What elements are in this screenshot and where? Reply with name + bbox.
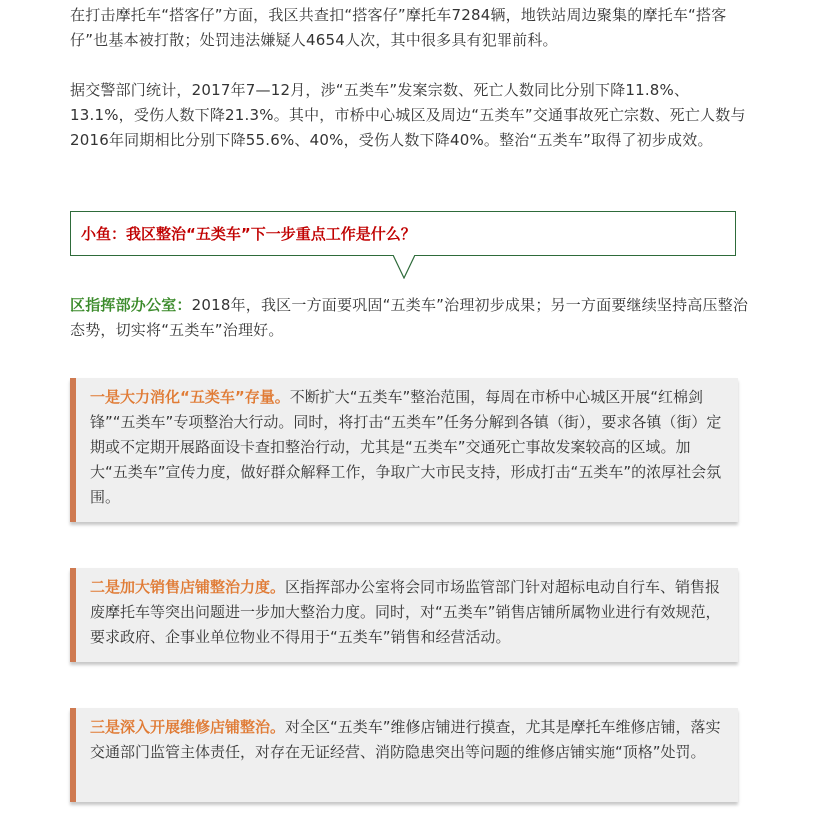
question-box (70, 211, 736, 256)
intro-paragraph-2: 据交警部门统计，2017年7—12月，涉“五类车”发案宗数、死亡人数同比分别下降11.8%、13.1%，受伤人数下降21.3%。其中，市桥中心城区及周边“五类车”交通事故死亡宗数、死亡人数与2016年同期相比分别下降55.6%、40%，受伤人数下降40%。整治“五类车”取得了初步成效。 (70, 81, 746, 149)
point-callout-3 (70, 708, 738, 802)
answer-speaker: 区指挥部办公室： (70, 296, 192, 314)
answer-text: 2018年，我区一方面要巩固“五类车”治理初步成果；另一方面要继续坚持高压整治态势，切实将“五类车”治理好。 (70, 296, 749, 339)
point-callout-2 (70, 568, 738, 662)
speech-tail-icon (393, 255, 415, 279)
point-lead: 二是加大销售店铺整治力度。 (90, 578, 286, 596)
point-lead: 一是大力消化“五类车”存量。 (90, 388, 290, 406)
point-body: 对全区“五类车”维修店铺进行摸查，尤其是摩托车维修店铺，落实交通部门监管主体责任，对存在无证经营、消防隐患突出等问题的维修店铺实施“顶格”处罚。 (90, 718, 721, 761)
point-lead: 三是深入开展维修店铺整治。 (90, 718, 286, 736)
point-body: 不断扩大“五类车”整治范围，每周在市桥中心城区开展“红棉剑锋”“五类车”专项整治大行动。同时，将打击“五类车”任务分解到各镇（街），要求各镇（街）定期或不定期开展路面设卡查扣整治行动，尤其是“五类车”交通死亡事故发案较高的区域。加大“五类车”宣传力度，做好群众解释工作，争取广大市民支持，形成打击“五类车”的浓厚社会氛围。 (90, 388, 722, 506)
point-callout-1 (70, 378, 738, 522)
intro-paragraph-1: 在打击摩托车“搭客仔”方面，我区共查扣“搭客仔”摩托车7284辆，地铁站周边聚集的摩托车“搭客仔”也基本被打散；处罚违法嫌疑人4654人次，其中很多具有犯罪前科。 (70, 6, 727, 49)
point-body: 区指挥部办公室将会同市场监管部门针对超标电动自行车、销售报废摩托车等突出问题进一步加大整治力度。同时，对“五类车”销售店铺所属物业进行有效规范，要求政府、企事业单位物业不得用于“五类车”销售和经营活动。 (90, 578, 721, 646)
answer-paragraph (70, 293, 750, 343)
question-text: 小鱼：我区整治“五类车”下一步重点工作是什么？ (81, 225, 416, 243)
